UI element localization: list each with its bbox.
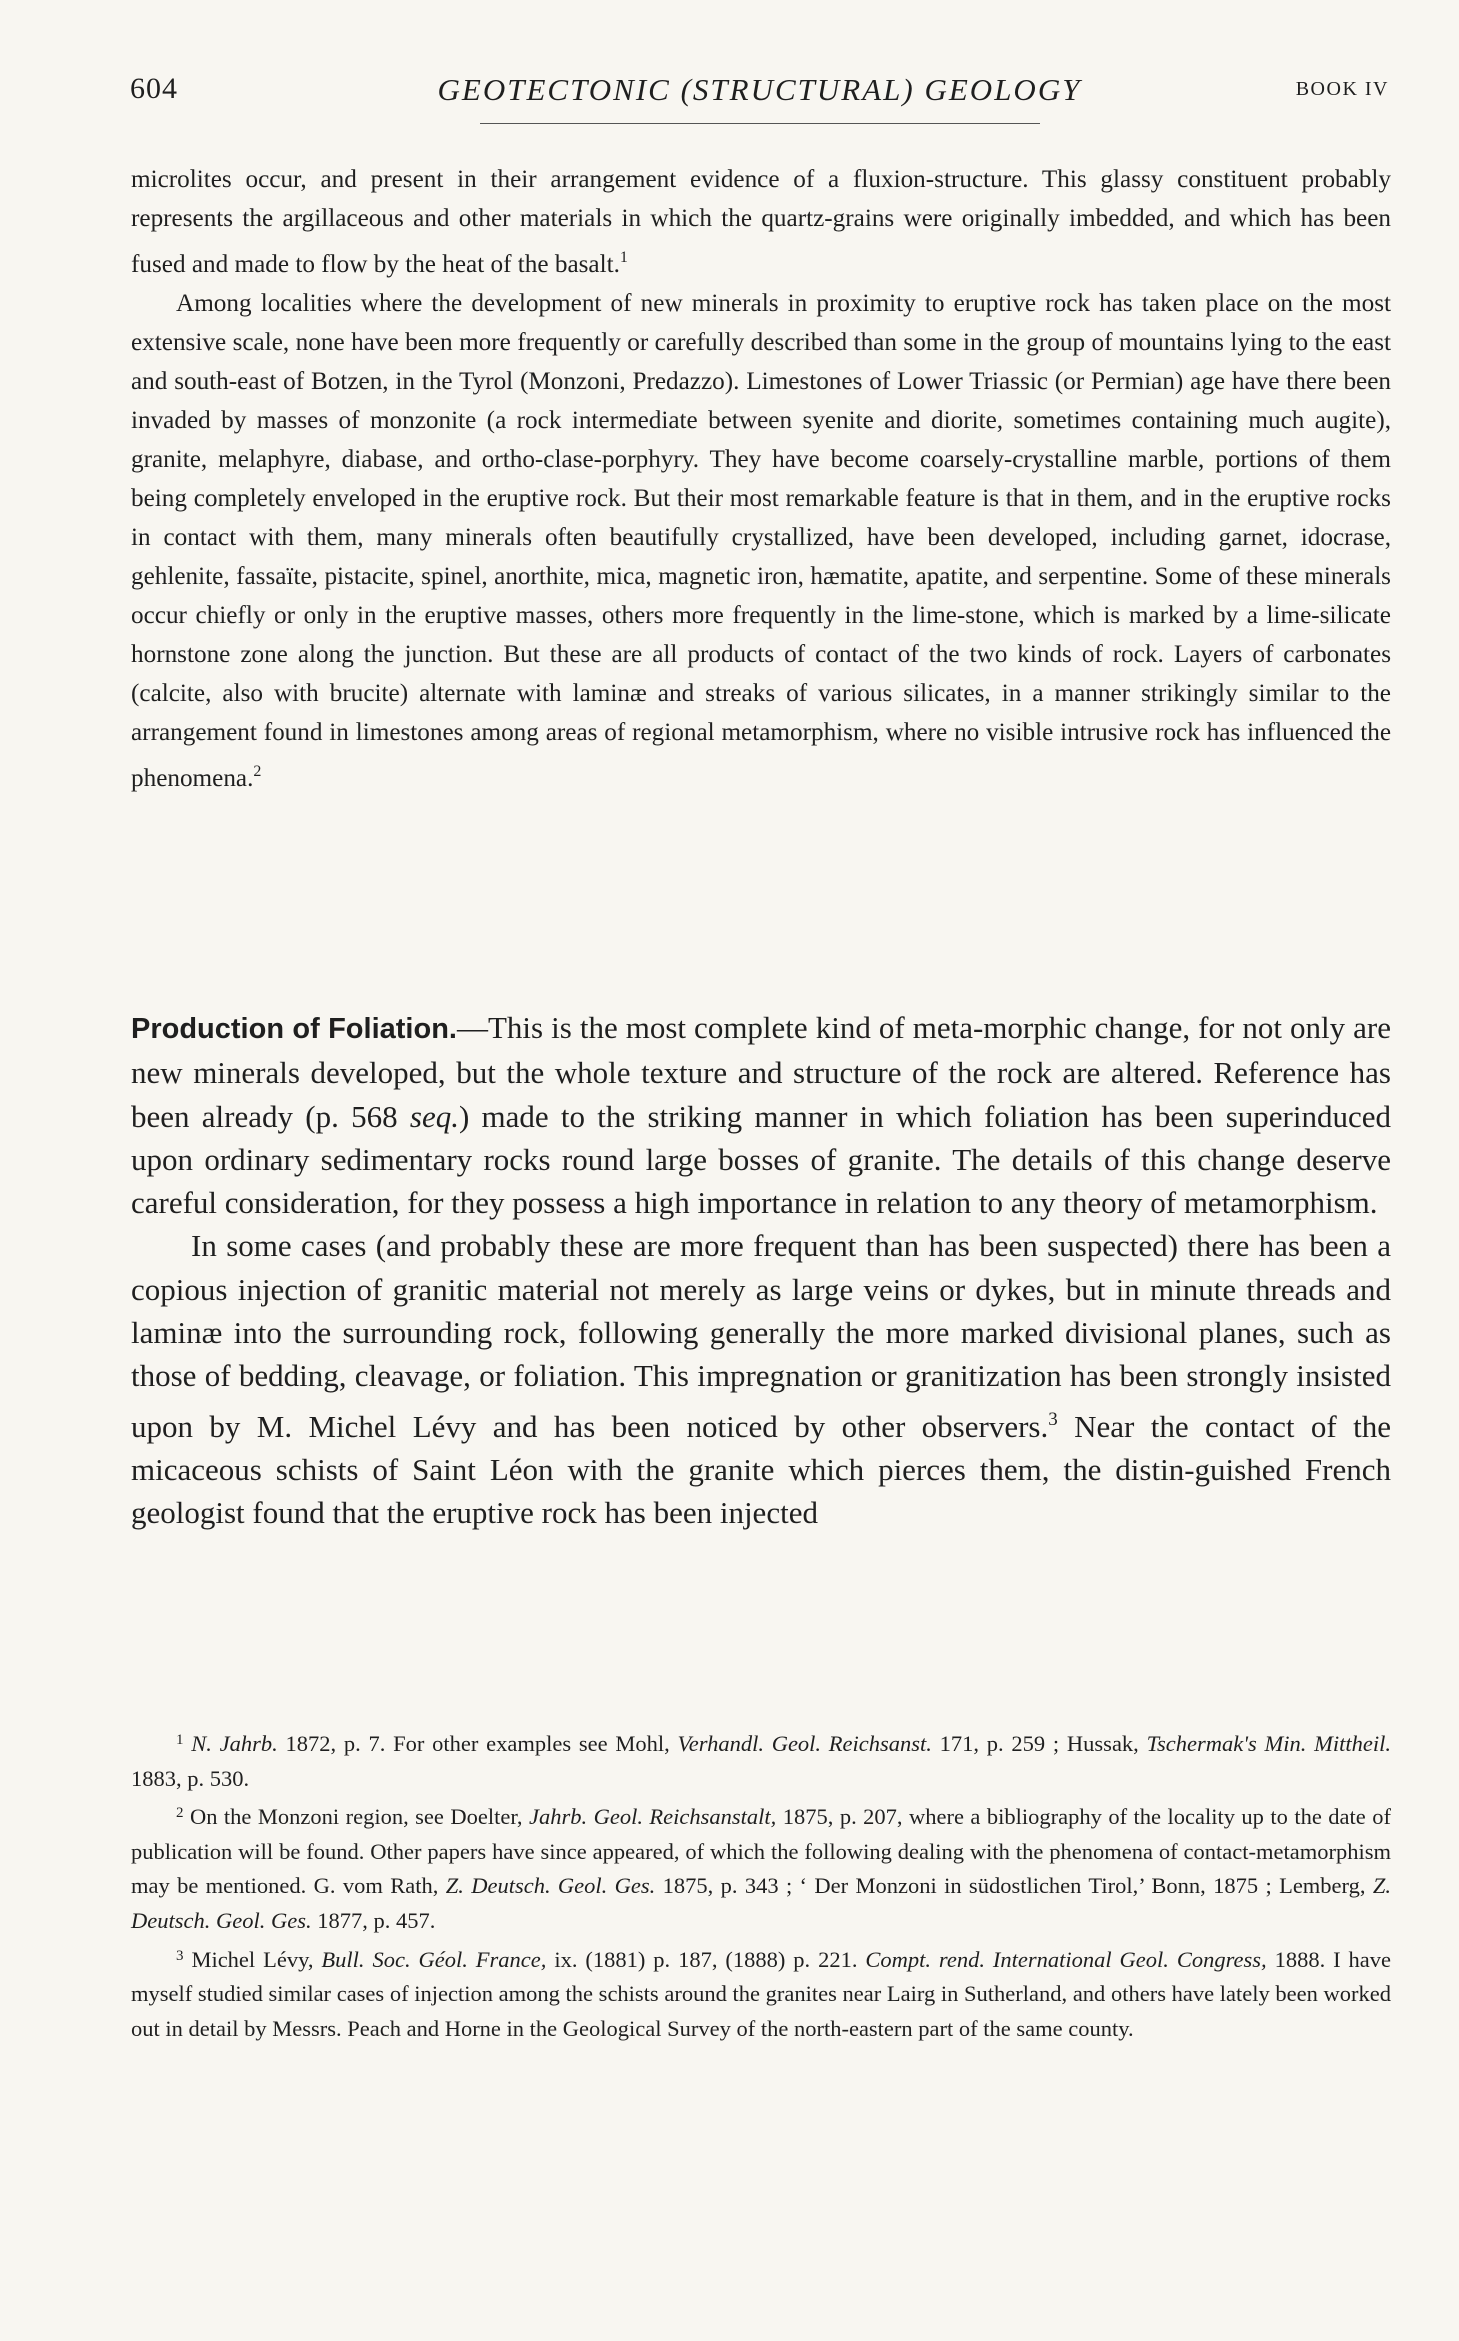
section-paragraph-2: [131, 1224, 1391, 1534]
footnote-3-ref-d: Compt. rend. International Geol. Congress,: [865, 1946, 1267, 1972]
footnote-1-ref-c: Verhandl. Geol. Reichsanst.: [677, 1731, 932, 1756]
footnote-3-text-c: ix. (1881) p. 187, (1888) p. 221.: [546, 1946, 866, 1972]
section-paragraph-2-rest: Near the contact of the micaceous schists of Saint Léon with the granite which pierces them, the distin-guished French geologist found that the eruptive rock has been injected: [131, 1408, 1391, 1531]
book-label: BOOK IV: [1295, 78, 1389, 100]
footnote-2-text-a: On the Monzoni region, see Doelter,: [189, 1804, 530, 1830]
footnote-1-ref-a: N. Jahrb.: [191, 1731, 278, 1756]
footnote-3-ref-b: Bull. Soc. Géol. France,: [321, 1946, 547, 1972]
running-head: [130, 72, 1389, 122]
intro-paragraph-1: [131, 160, 1391, 284]
section-heading: Production of Foliation.: [131, 1013, 457, 1045]
section-production-of-foliation: [131, 1006, 1391, 1535]
section-seq-italic: seq.: [409, 1098, 459, 1134]
footnote-ref-2: 2: [253, 763, 262, 780]
footnote-3-text-a: Michel Lévy,: [191, 1946, 322, 1972]
section-paragraph-1: [131, 1006, 1391, 1224]
footnote-2-mark: 2: [176, 1805, 184, 1822]
intro-text: [131, 160, 1391, 798]
footnote-2-ref-d: Z. Deutsch. Geol. Ges.: [445, 1873, 656, 1899]
footnotes: [131, 1723, 1391, 2046]
footnote-2-ref-b: Jahrb. Geol. Reichsanstalt,: [529, 1804, 777, 1830]
footnote-2-ref-f: Z. Deutsch. Geol. Ges.: [131, 1873, 1391, 1933]
running-title: GEOTECTONIC (STRUCTURAL) GEOLOGY: [437, 72, 1082, 107]
intro-paragraph-1-text: microlites occur, and present in their arrangement evidence of a fluxion-structure. This glassy constituent probably represents the argillaceous and other materials in which the quartz-grains were originally imbedded, and which has been fused and made to flow by the heat of the basalt.: [131, 166, 1391, 278]
footnote-2-text-c: 1875, p. 207, where a bibliography of the locality up to the date of publication will be found. Other papers have since appeared, of which the following dealing with the phenomena of contact-metamorphism may be mentioned. G. vom Rath,: [131, 1804, 1391, 1899]
intro-paragraph-2: [131, 284, 1391, 798]
section-paragraph-1-lead: —This is the most complete kind of meta-morphic change, for not only are new minerals developed, but the whole texture and structure of the rock are altered. Reference has been already (p. 568: [131, 1010, 1391, 1134]
footnote-1-ref-e: Tschermak's Min. Mittheil.: [1146, 1731, 1392, 1756]
intro-paragraph-2-text: Among localities where the development of new minerals in proximity to eruptive rock has taken place on the most extensive scale, none have been more frequently or carefully described than some in the group of mountains lying to the east and south-east of Botzen, in the Tyrol (Monzoni, Predazzo). Limestones of Lower Triassic (or Permian) age have there been invaded by masses of monzonite (a rock intermediate between syenite and diorite, sometimes containing much augite), granite, melaphyre, diabase, and ortho-clase-porphyry. They have become coarsely-crystalline marble, portions of them being completely enveloped in the eruptive rock. But their most remarkable feature is that in them, and in the eruptive rocks in contact with them, many minerals often beautifully crystallized, have been developed, including garnet, idocrase, gehlenite, fassaïte, pistacite, spinel, anorthite, mica, magnetic iron, hæmatite, apatite, and serpentine. Some of these minerals occur chiefly or only in the eruptive masses, others more frequently in the lime-stone, which is marked by a lime-silicate hornstone zone along the junction. But these are all products of contact of the two kinds of rock. Layers of carbonates (calcite, also with brucite) alternate with laminæ and streaks of various silicates, in a manner strikingly similar to the arrangement found in limestones among areas of regional metamorphism, where no visible intrusive rock has influenced the phenomena.: [131, 290, 1391, 792]
footnote-3: [131, 1939, 1391, 2047]
footnote-1-text-d: 171, p. 259 ; Hussak,: [931, 1731, 1147, 1756]
footnote-ref-1: 1: [619, 249, 628, 266]
footnote-2-text-e: 1875, p. 343 ; ‘ Der Monzoni in südostlichen Tirol,’ Bonn, 1875 ; Lemberg,: [655, 1873, 1373, 1899]
section-paragraph-1-rest: ) made to the striking manner in which foliation has been superinduced upon ordinary sedimentary rocks round large bosses of granite. The details of this change deserve careful consideration, for they possess a high importance in relation to any theory of metamorphism.: [131, 1098, 1391, 1221]
footnote-1-mark: 1: [176, 1732, 184, 1748]
footnote-1-text-f: 1883, p. 530.: [131, 1765, 250, 1791]
section-paragraph-2-lead: In some cases (and probably these are more frequent than has been suspected) there has been a copious injection of granitic material not merely as large veins or dykes, but in minute threads and laminæ into the surrounding rock, following generally the more marked divisional planes, such as those of bedding, cleavage, or foliation. This impregnation or granitization has been strongly insisted upon by M. Michel Lévy and has been noticed by other observers.: [131, 1228, 1391, 1444]
footnote-3-mark: 3: [176, 1947, 184, 1964]
page-number: 604: [130, 72, 178, 105]
footnote-1: [131, 1723, 1391, 1796]
header-rule: [480, 123, 1040, 124]
footnote-1-text-b: 1872, p. 7. For other examples see Mohl,: [277, 1731, 678, 1756]
footnote-ref-3: 3: [1048, 1408, 1058, 1430]
footnote-2: [131, 1796, 1391, 1938]
footnote-3-text-e: 1888. I have myself studied similar cases of injection among the schists around the granites near Lairg in Sutherland, and others have lately been worked out in detail by Messrs. Peach and Horne in the Geological Survey of the north-eastern part of the same county.: [131, 1946, 1391, 2041]
footnote-2-text-g: 1877, p. 457.: [311, 1907, 436, 1933]
